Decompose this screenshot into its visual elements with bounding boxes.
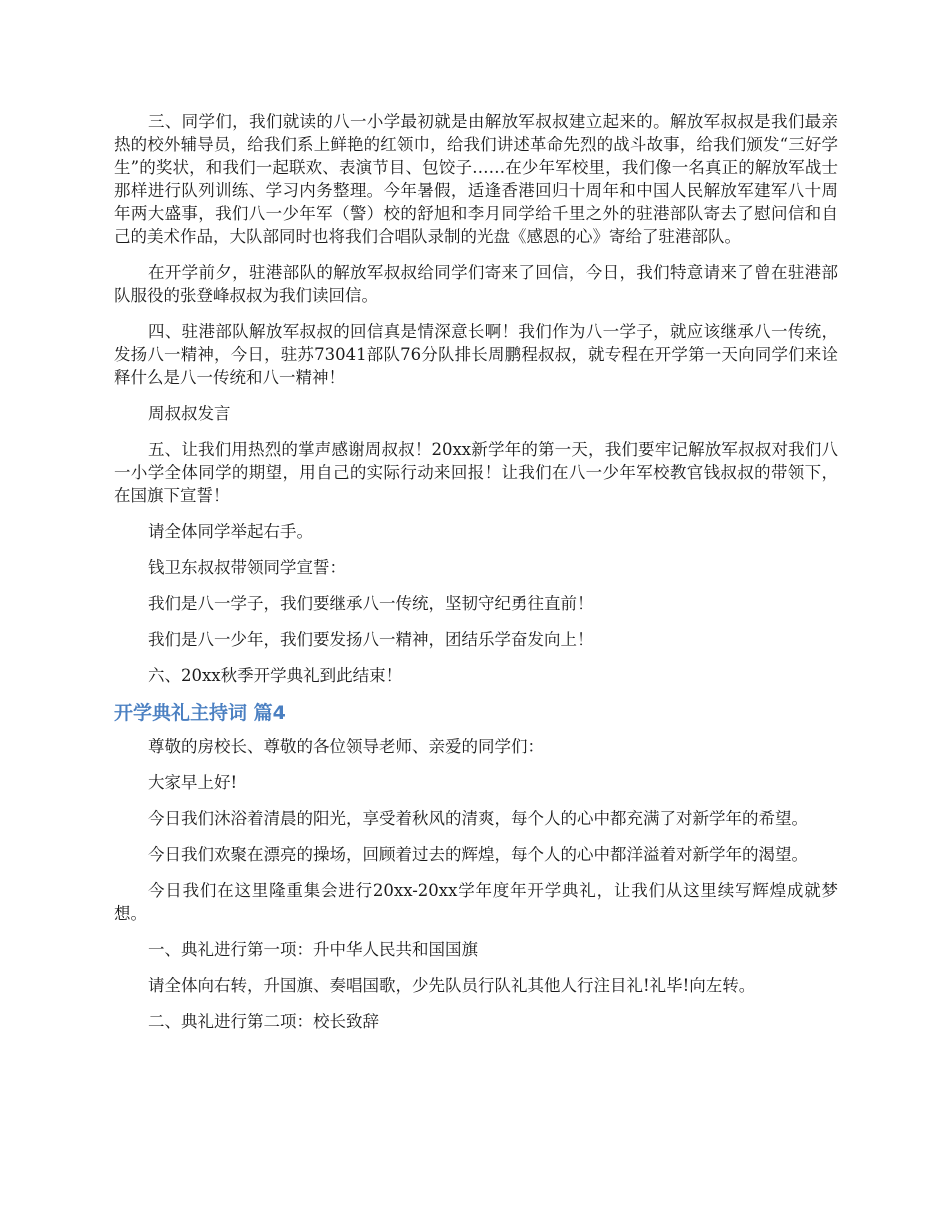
paragraph: 五、让我们用热烈的掌声感谢周叔叔！20xx新学年的第一天，我们要牢记解放军叔叔对我们八一小学全体同学的期望，用自己的实际行动来回报！让我们在八一少年军校教官钱叔叔的带领下，在国旗下宣誓！: [114, 440, 838, 505]
paragraph: 三、同学们，我们就读的八一小学最初就是由解放军叔叔建立起来的。解放军叔叔是我们最亲热的校外辅导员，给我们系上鲜艳的红领巾，给我们讲述革命先烈的战斗故事，给我们颁发“三好学生”的奖状，和我们一起联欢、表演节目、包饺子……在少年军校里，我们像一名真正的解放军战士那样进行队列训练、学习内务整理。今年暑假，适逢香港回归十周年和中国人民解放军建军八十周年两大盛事，我们八一少年军（警）校的舒旭和李月同学给千里之外的驻港部队寄去了慰问信和自己的美术作品，大队部同时也将我们合唱队录制的光盘《感恩的心》寄给了驻港部队。: [114, 112, 838, 246]
document-page: [114, 110, 838, 1046]
section-heading: 开学典礼主持词 篇4: [114, 702, 286, 724]
paragraph: 四、驻港部队解放军叔叔的回信真是情深意长啊！我们作为八一学子，就应该继承八一传统，发扬八一精神，今日，驻苏73041部队76分队排长周鹏程叔叔，就专程在开学第一天向同学们来诠释什么是八一传统和八一精神！: [114, 322, 838, 387]
paragraph: 今日我们沐浴着清晨的阳光，享受着秋风的清爽，每个人的心中都充满了对新学年的希望。: [148, 809, 808, 828]
paragraph: 大家早上好!: [148, 773, 238, 792]
paragraph: 六、20xx秋季开学典礼到此结束！: [148, 666, 403, 685]
paragraph: 在开学前夕，驻港部队的解放军叔叔给同学们寄来了回信，今日，我们特意请来了曾在驻港部队服役的张登峰叔叔为我们读回信。: [114, 263, 838, 305]
paragraph: 周叔叔发言: [148, 404, 231, 423]
paragraph: 我们是八一学子，我们要继承八一传统，坚韧守纪勇往直前！: [148, 594, 594, 613]
paragraph: 请全体同学举起右手。: [148, 522, 313, 541]
paragraph: 今日我们欢聚在漂亮的操场，回顾着过去的辉煌，每个人的心中都洋溢着对新学年的渴望。: [148, 845, 808, 864]
paragraph: 尊敬的房校长、尊敬的各位领导老师、亲爱的同学们：: [148, 737, 544, 756]
paragraph: 我们是八一少年，我们要发扬八一精神，团结乐学奋发向上！: [148, 630, 594, 649]
paragraph: 今日我们在这里隆重集会进行20xx-20xx学年度年开学典礼，让我们从这里续写辉煌成就梦想。: [114, 881, 838, 923]
paragraph: 请全体向右转，升国旗、奏唱国歌，少先队员行队礼其他人行注目礼!礼毕!向左转。: [148, 976, 756, 995]
paragraph: 一、典礼进行第一项：升中华人民共和国国旗: [148, 940, 478, 959]
paragraph: 二、典礼进行第二项：校长致辞: [148, 1012, 379, 1031]
paragraph: 钱卫东叔叔带领同学宣誓：: [148, 558, 346, 577]
